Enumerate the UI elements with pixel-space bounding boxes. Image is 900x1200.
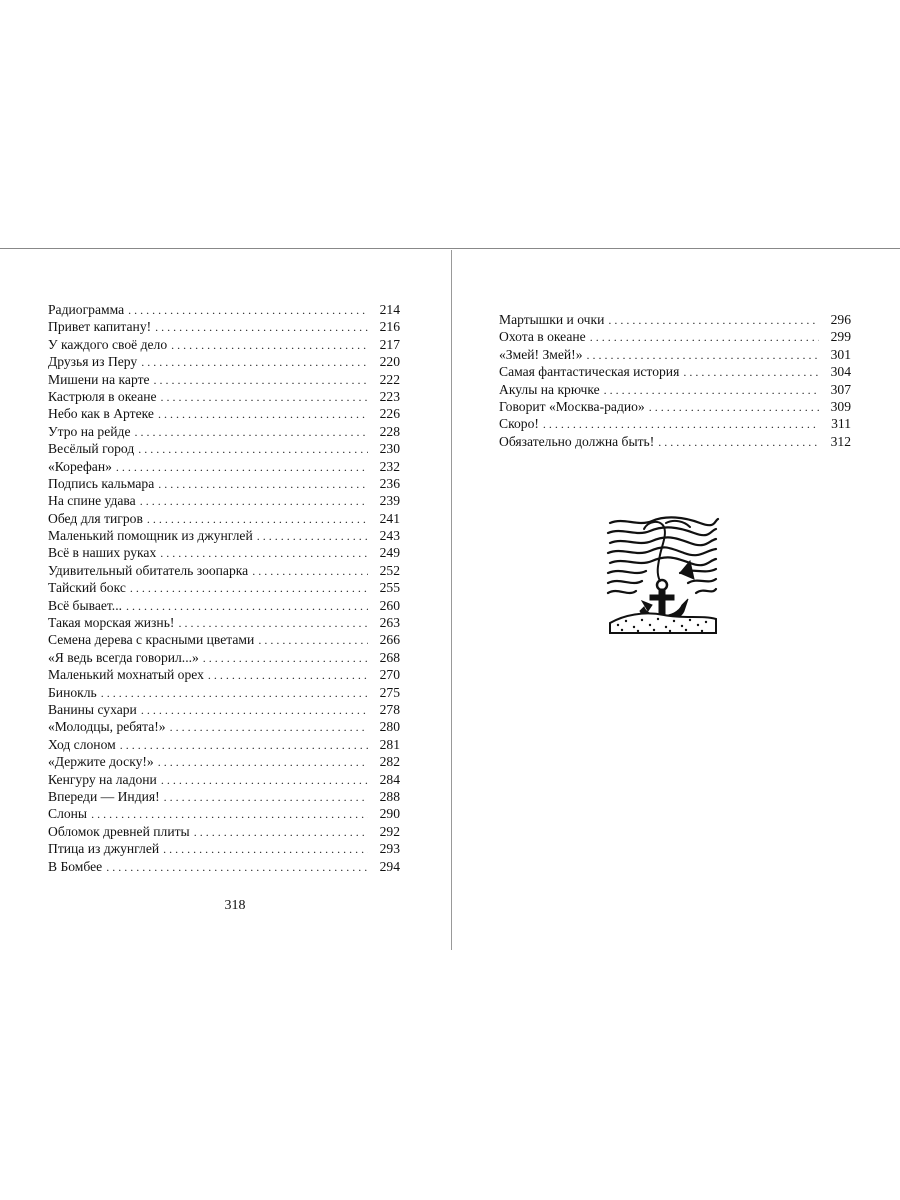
toc-entry — [48, 353, 400, 370]
toc-entry-page: 301 — [830, 346, 851, 362]
toc-entry-page: 260 — [379, 597, 400, 613]
toc-entry — [48, 579, 400, 596]
toc-entry — [48, 301, 400, 318]
toc-leader-dots — [128, 302, 368, 319]
toc-entry-page: 294 — [379, 858, 400, 874]
toc-entry-title: Обед для тигров — [48, 510, 143, 526]
toc-entry — [48, 649, 400, 666]
toc-entry-page: 311 — [831, 416, 851, 432]
toc-entry-page: 284 — [379, 771, 400, 787]
toc-leader-dots — [683, 364, 819, 381]
toc-entry-title: Удивительный обитатель зоопарка — [48, 562, 249, 578]
toc-entry-title: «Молодцы, ребята!» — [48, 719, 166, 735]
toc-entry — [48, 805, 400, 822]
anchor-illustration — [604, 515, 720, 637]
toc-entry-title: «Змей! Змей!» — [499, 346, 583, 362]
toc-entry-title: Тайский бокс — [48, 580, 126, 596]
toc-entry-title: Ход слоном — [48, 736, 116, 752]
toc-leader-dots — [158, 754, 368, 771]
toc-entry-page: 228 — [379, 423, 400, 439]
toc-leader-dots — [126, 598, 368, 615]
toc-entry-page: 278 — [379, 701, 400, 717]
toc-entry-title: Мишени на карте — [48, 371, 150, 387]
toc-entry — [499, 398, 851, 415]
toc-entry-title: Подпись кальмара — [48, 475, 155, 491]
toc-entry-page: 296 — [830, 312, 851, 327]
toc-entry-page: 241 — [379, 510, 400, 526]
toc-right-page — [499, 311, 851, 450]
toc-entry-title: Мартышки и очки — [499, 312, 605, 327]
toc-entry-page: 304 — [830, 364, 851, 380]
toc-leader-dots — [604, 382, 819, 399]
toc-entry — [48, 718, 400, 735]
toc-leader-dots — [161, 772, 368, 789]
toc-leader-dots — [257, 528, 368, 545]
toc-entry — [48, 736, 400, 753]
toc-entry-title: Друзья из Перу — [48, 354, 138, 370]
toc-entry-page: 217 — [379, 336, 400, 352]
toc-entry-page: 243 — [379, 528, 400, 544]
toc-leader-dots — [120, 737, 368, 754]
toc-entry-title: «Корефан» — [48, 458, 112, 474]
toc-entry — [48, 858, 400, 875]
toc-entry-page: 236 — [379, 475, 400, 491]
toc-entry — [48, 440, 400, 457]
toc-leader-dots — [194, 824, 368, 841]
toc-leader-dots — [163, 841, 368, 858]
toc-entry-title: Бинокль — [48, 684, 97, 700]
toc-entry-title: Слоны — [48, 806, 88, 822]
toc-entry-title: Ванины сухари — [48, 701, 137, 717]
toc-entry — [48, 562, 400, 579]
toc-entry-page: 293 — [379, 841, 400, 857]
toc-entry — [499, 328, 851, 345]
toc-leader-dots — [252, 563, 368, 580]
toc-entry-page: 232 — [379, 458, 400, 474]
toc-entry-title: Маленький помощник из джунглей — [48, 528, 253, 544]
toc-entry-page: 281 — [379, 736, 400, 752]
toc-entry — [499, 311, 851, 328]
toc-entry — [48, 405, 400, 422]
toc-entry — [48, 788, 400, 805]
toc-entry-title: Всё бывает... — [48, 597, 123, 613]
toc-entry-page: 255 — [379, 580, 400, 596]
toc-entry-page: 214 — [379, 302, 400, 317]
page-number: 318 — [224, 898, 246, 913]
toc-entry-title: Птица из джунглей — [48, 841, 160, 857]
toc-entry-page: 226 — [379, 406, 400, 422]
toc-entry — [48, 684, 400, 701]
toc-entry-title: Маленький мохнатый орех — [48, 667, 204, 683]
toc-entry — [499, 346, 851, 363]
toc-leader-dots — [160, 545, 368, 562]
toc-entry-page: 280 — [379, 719, 400, 735]
toc-leader-dots — [203, 650, 368, 667]
toc-entry-title: В Бомбее — [48, 858, 103, 874]
toc-entry — [48, 840, 400, 857]
toc-leader-dots — [154, 372, 368, 389]
toc-leader-dots — [141, 354, 368, 371]
toc-entry — [48, 544, 400, 561]
toc-entry — [499, 381, 851, 398]
toc-entry-page: 312 — [830, 433, 851, 449]
toc-left-page — [48, 301, 400, 875]
toc-entry — [48, 771, 400, 788]
toc-entry-page: 268 — [379, 649, 400, 665]
toc-entry-title: Обязательно должна быть! — [499, 433, 655, 449]
anchor-icon — [604, 515, 720, 637]
toc-entry — [48, 336, 400, 353]
toc-leader-dots — [649, 399, 819, 416]
toc-leader-dots — [158, 406, 368, 423]
toc-leader-dots — [608, 312, 819, 329]
toc-leader-dots — [158, 476, 368, 493]
toc-entry-title: Всё в наших руках — [48, 545, 157, 561]
toc-leader-dots — [587, 347, 820, 364]
toc-entry — [48, 423, 400, 440]
toc-entry-title: Самая фантастическая история — [499, 364, 680, 380]
toc-leader-dots — [590, 329, 819, 346]
toc-entry — [48, 597, 400, 614]
toc-entry-page: 288 — [379, 788, 400, 804]
toc-entry-title: Утро на рейде — [48, 423, 131, 439]
toc-entry — [48, 388, 400, 405]
toc-entry-page: 216 — [379, 319, 400, 335]
toc-entry-page: 222 — [379, 371, 400, 387]
toc-entry-title: Кастрюля в океане — [48, 388, 157, 404]
toc-entry-page: 223 — [379, 388, 400, 404]
toc-leader-dots — [141, 702, 368, 719]
toc-entry — [48, 510, 400, 527]
toc-entry-page: 270 — [379, 667, 400, 683]
toc-entry-title: «Я ведь всегда говорил...» — [48, 649, 199, 665]
spine-divider — [451, 250, 452, 950]
toc-entry-page: 230 — [379, 441, 400, 457]
toc-entry — [48, 666, 400, 683]
toc-entry — [48, 823, 400, 840]
toc-entry-page: 290 — [379, 806, 400, 822]
toc-entry-page: 263 — [379, 615, 400, 631]
toc-leader-dots — [106, 859, 368, 876]
toc-entry-page: 220 — [379, 354, 400, 370]
toc-entry-title: Акулы на крючке — [499, 381, 600, 397]
toc-entry-page: 307 — [830, 381, 851, 397]
toc-entry-title: Впереди — Индия! — [48, 788, 160, 804]
toc-leader-dots — [161, 389, 368, 406]
toc-leader-dots — [140, 493, 368, 510]
toc-leader-dots — [101, 685, 368, 702]
toc-leader-dots — [258, 632, 368, 649]
toc-entry-page: 309 — [830, 398, 851, 414]
toc-entry-title: На спине удава — [48, 493, 136, 509]
toc-entry — [48, 701, 400, 718]
toc-entry-page: 275 — [379, 684, 400, 700]
toc-leader-dots — [116, 459, 368, 476]
toc-entry — [48, 753, 400, 770]
toc-entry-title: Охота в океане — [499, 329, 586, 345]
toc-leader-dots — [178, 615, 368, 632]
toc-entry-title: Семена дерева с красными цветами — [48, 632, 255, 648]
toc-entry-page: 299 — [830, 329, 851, 345]
toc-leader-dots — [171, 337, 368, 354]
toc-entry-page: 239 — [379, 493, 400, 509]
toc-entry-title: Весёлый город — [48, 441, 135, 457]
toc-leader-dots — [135, 424, 369, 441]
toc-entry-title: Радиограмма — [48, 302, 125, 317]
toc-leader-dots — [170, 719, 368, 736]
toc-entry-page: 292 — [379, 823, 400, 839]
toc-leader-dots — [164, 789, 368, 806]
toc-entry-title: Небо как в Артеке — [48, 406, 154, 422]
toc-entry-page: 249 — [379, 545, 400, 561]
toc-entry — [48, 458, 400, 475]
toc-entry-title: Кенгуру на ладони — [48, 771, 157, 787]
toc-entry — [48, 614, 400, 631]
toc-leader-dots — [130, 580, 368, 597]
page-top-rule — [0, 248, 900, 249]
toc-entry-page: 282 — [379, 754, 400, 770]
toc-leader-dots — [147, 511, 368, 528]
toc-entry — [499, 415, 851, 432]
toc-entry-title: Говорит «Москва-радио» — [499, 398, 645, 414]
toc-entry-title: Привет капитану! — [48, 319, 152, 335]
toc-entry-page: 266 — [379, 632, 400, 648]
toc-entry-title: Скоро! — [499, 416, 539, 432]
toc-leader-dots — [543, 416, 819, 433]
toc-leader-dots — [91, 806, 368, 823]
toc-entry — [48, 318, 400, 335]
toc-entry-page: 252 — [379, 562, 400, 578]
toc-leader-dots — [155, 319, 368, 336]
toc-entry — [48, 371, 400, 388]
toc-entry — [499, 363, 851, 380]
toc-entry — [499, 433, 851, 450]
toc-leader-dots — [138, 441, 368, 458]
toc-entry-title: Такая морская жизнь! — [48, 615, 175, 631]
toc-entry-title: «Держите доску!» — [48, 754, 154, 770]
toc-leader-dots — [208, 667, 368, 684]
toc-entry-title: Обломок древней плиты — [48, 823, 190, 839]
toc-entry — [48, 527, 400, 544]
toc-entry — [48, 475, 400, 492]
toc-entry — [48, 492, 400, 509]
toc-entry — [48, 631, 400, 648]
toc-entry-title: У каждого своё дело — [48, 336, 168, 352]
toc-leader-dots — [658, 434, 819, 451]
